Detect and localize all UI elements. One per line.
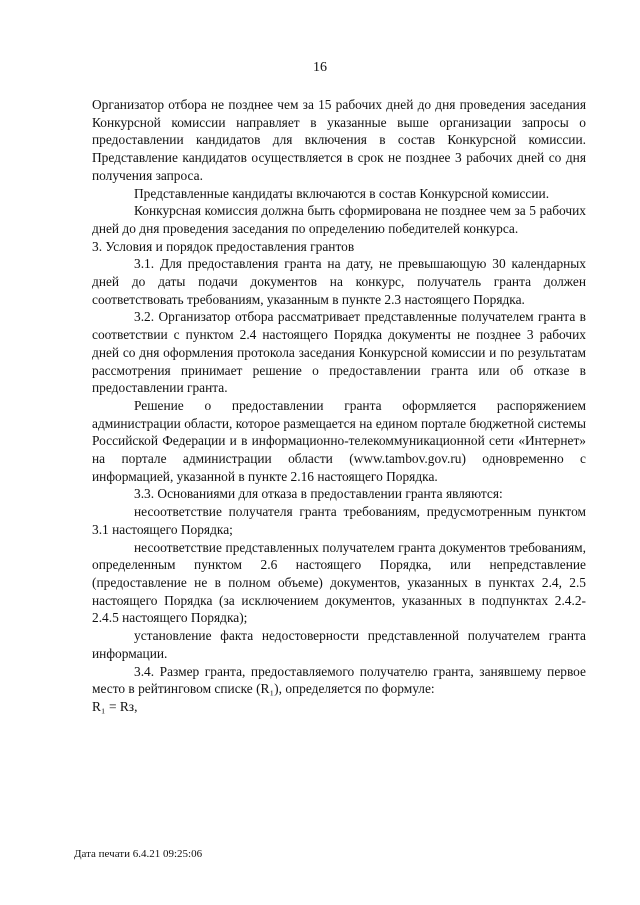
section-heading: 3. Условия и порядок предоставления грантов <box>92 238 355 254</box>
formula: R₁ = Rз, <box>92 698 138 714</box>
page-number: 16 <box>313 60 327 75</box>
list-item: несоответствие представленных получателем гранта документов требованиям, определенным пунктом 2.6 настоящего Порядка, или непредставление (предоставление не в полном объеме) документов, указанных в пунктах 2.4, 2.5 настоящего Порядка (за исключением документов, указанных в подпунктах 2.4.2-2.4.5 настоящего Порядка); <box>92 539 586 626</box>
paragraph: 3.4. Размер гранта, предоставляемого получателю гранта, занявшему первое место в рейтинговом списке (R₁), определяется по формуле: <box>92 663 586 697</box>
paragraph: 3.1. Для предоставления гранта на дату, не превышающую 30 календарных дней до даты подачи документов на конкурс, получатель гранта должен соответствовать требованиям, указанным в пункте 2.3 настоящего Порядка. <box>92 256 586 307</box>
list-item: несоответствие получателя гранта требованиям, предусмотренным пунктом 3.1 настоящего Порядка; <box>92 504 586 537</box>
paragraph: Организатор отбора не позднее чем за 15 рабочих дней до дня проведения заседания Конкурсной комиссии направляет в указанные выше организации запросы о предоставлении кандидатов для включения в состав Конкурсной комиссии. Представление кандидатов осуществляется в срок не позднее 3 рабочих дней со дня получения запроса. <box>92 97 586 183</box>
paragraph: Конкурсная комиссия должна быть сформирована не позднее чем за 5 рабочих дней до дня проведения заседания по определению победителей конкурса. <box>92 203 586 236</box>
paragraph: 3.2. Организатор отбора рассматривает представленные получателем гранта в соответствии с пунктом 2.4 настоящего Порядка документы не позднее 3 рабочих дней со дня оформления протокола заседания Конкурсной комиссии и по результатам рассмотрения принимает решение о предоставлении гранта или об отказе в предоставлении гранта. <box>92 309 586 396</box>
document-body <box>92 96 586 716</box>
paragraph: Представленные кандидаты включаются в состав Конкурсной комиссии. <box>134 185 550 201</box>
paragraph: 3.3. Основаниями для отказа в предоставлении гранта являются: <box>134 486 503 502</box>
print-date-footer: Дата печати 6.4.21 09:25:06 <box>74 848 203 860</box>
list-item: установление факта недостоверности представленной получателем гранта информации. <box>92 628 586 661</box>
paragraph: Решение о предоставлении гранта оформляется распоряжением администрации области, которое размещается на едином портале бюджетной системы Российской Федерации и в информационно-телекоммуникационной сети «Интернет» на портале администрации области (www.tambov.gov.ru) одновременно с информацией, указанной в пункте 2.16 настоящего Порядка. <box>92 397 586 484</box>
